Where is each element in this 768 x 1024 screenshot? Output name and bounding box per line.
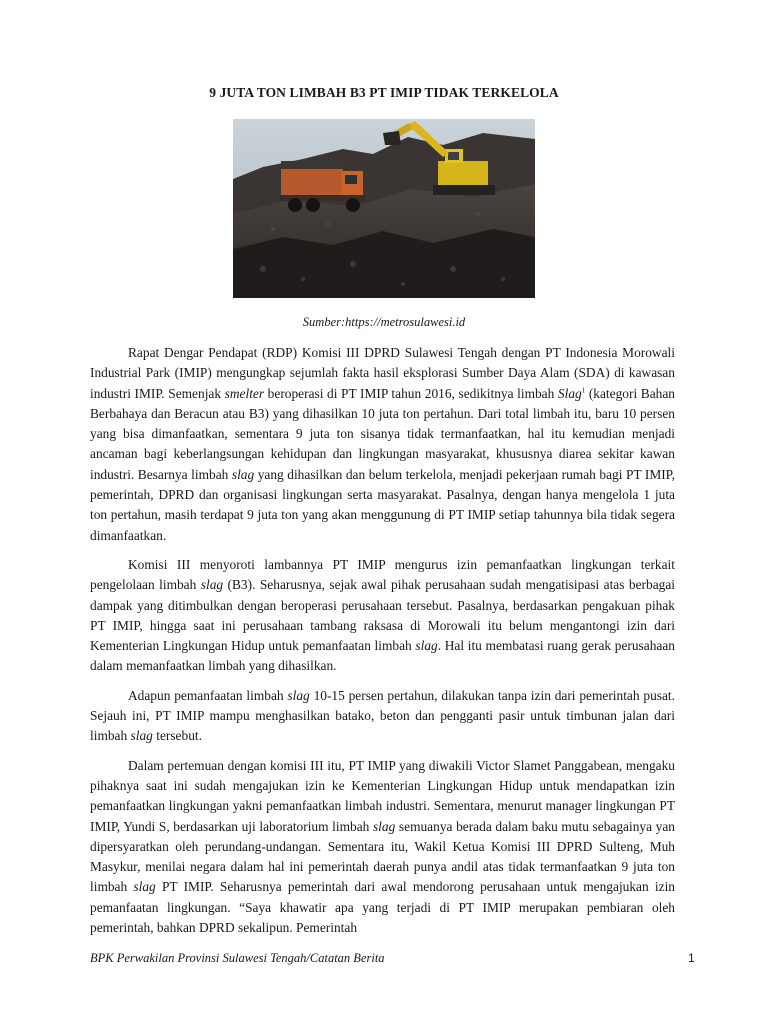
text-run: Adapun pemanfaatan limbah: [128, 687, 288, 703]
italic-term: slag: [287, 687, 310, 703]
body-paragraph: [90, 756, 675, 939]
text-run: Komisi III menyoroti lambannya PT IMIP mengurus izin pemanfaatkan lingkungan terkait pengelolaan limbah: [90, 556, 675, 593]
image-caption: Sumber:https://metrosulawesi.id: [302, 315, 466, 329]
text-run: 10-15 persen pertahun, dilakukan tanpa izin dari pemerintah pusat. Sejauh ini, PT IMIP mampu menghasilkan batako, beton dan pengganti pasir untuk timbunan jalan dari limbah: [90, 687, 675, 744]
italic-term: smelter: [224, 385, 265, 401]
text-run: PT IMIP. Seharusnya pemerintah dari awal mendorong perusahaan untuk mengajukan izin pemanfaatan lingkungan. “Saya khawatir apa yang terjadi di PT IMIP merupakan pembiaran oleh pemerintah, bahkan DPRD sekalipun. Pemerintah: [90, 879, 675, 936]
article-body: [90, 343, 675, 947]
page-footer: BPK Perwakilan Provinsi Sulawesi Tengah/Catatan Berita: [90, 951, 385, 965]
body-paragraph: [90, 555, 675, 677]
text-run: . Hal itu membatasi ruang gerak perusahaan dalam memanfaatkan limbah yang dihasilkan.: [90, 638, 675, 674]
text-run: tersebut.: [152, 728, 202, 744]
italic-term: slag: [231, 466, 255, 482]
article-photo: [233, 119, 535, 298]
italic-term: slag: [130, 728, 153, 744]
italic-term: slag: [133, 879, 156, 895]
italic-term: slag: [200, 577, 224, 593]
text-run: Rapat Dengar Pendapat (RDP) Komisi III DPRD Sulawesi Tengah dengan PT Indonesia Morowali Industrial Park (IMIP) mengungkap sejumlah fakta hasil eksplorasi Sumber Daya Alam (SDA) di kawasan industri IMIP. Semenjak: [90, 345, 675, 401]
footnote-marker: 1: [581, 386, 586, 395]
italic-term: slag: [372, 818, 396, 834]
mining-site-image: [233, 119, 535, 298]
page-number: 1: [688, 951, 695, 965]
text-run: Dalam pertemuan dengan komisi III itu, PT IMIP yang diwakili Victor Slamet Panggabean, mengaku pihaknya saat ini sudah mengajukan izin ke Kementerian Lingkungan Hidup untuk mendapatkan izin pemanfaatkan lingkungan yakni pemanfaatkan limbah industri. Sementara, menurut manager lingkungan PT IMIP, Yundi S, berdasarkan uji laboratorium limbah: [90, 757, 675, 834]
text-run: (B3). Seharusnya, sejak awal pihak perusahaan sudah mengatisipasi atas berbagai dampak yang ditimbulkan dengan beroperasi perusahaan tersebut. Pasalnya, berdasarkan pengakuan pihak PT IMIP, hingga saat ini perusahaan tambang raksasa di Morowali itu belum mengantongi izin dari Kementerian Lingkungan Hidup untuk pemanfaatan limbah: [90, 577, 675, 654]
text-run: yang dihasilkan dan belum terkelola, menjadi pekerjaan rumah bagi PT IMIP, pemerintah, DPRD dan organisasi lingkungan serta masyarakat. Pasalnya, dengan hanya mengelola 1 juta ton pertahun, masih terdapat 9 juta ton yang akan menggunung di PT IMIP setiap tahunnya bila tidak segera dimanfaatkan.: [90, 466, 675, 543]
text-run: (kategori Bahan Berbahaya dan Beracun atau B3) yang dihasilkan 10 juta ton pertahun. Dari total limbah itu, baru 10 persen yang bisa dimanfaatkan, sementara 9 juta ton sisanya tidak termanfaatkan, hal itu kemudian menjadi ancaman bagi keberlangsungan kehidupan dan lingkungan masyarakat, khususnya diarea sekitar kawan industri. Besarnya limbah: [90, 385, 675, 482]
italic-term: slag: [415, 638, 438, 654]
italic-term: Slag: [557, 385, 582, 401]
article-title: 9 JUTA TON LIMBAH B3 PT IMIP TIDAK TERKELOLA: [209, 85, 559, 100]
body-paragraph: [90, 343, 675, 546]
text-run: beroperasi di PT IMIP tahun 2016, sedikitnya limbah: [264, 385, 558, 401]
body-paragraph: [90, 686, 675, 747]
text-run: semuanya berada dalam baku mutu sebagainya yan dipersyaratkan oleh perundang-undangan. Sementara itu, Wakil Ketua Komisi III DPRD Sulteng, Muh Masykur, menilai negara dalam hal ini pemerintah daerah punya andil atas tidak termanfaatkan 9 juta ton limbah: [90, 818, 675, 895]
